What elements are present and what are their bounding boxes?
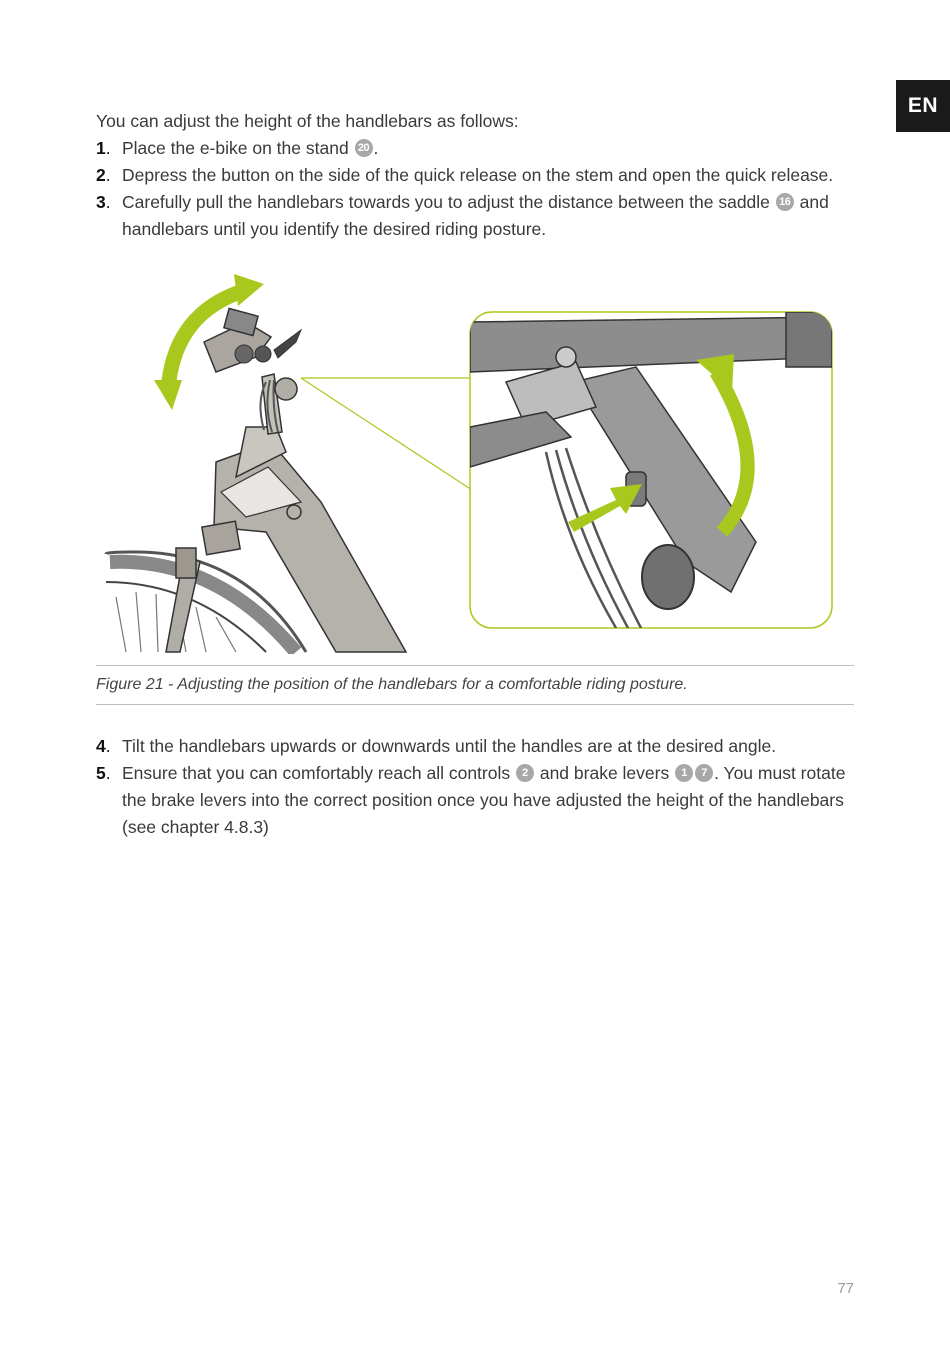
reference-badge: 7 [695, 764, 713, 782]
reference-badge: 1 [675, 764, 693, 782]
intro-text: You can adjust the height of the handlebars as follows: [96, 111, 519, 131]
step-number: 3 . [96, 189, 111, 216]
step-number: 5 . [96, 760, 111, 787]
bike-front-drawing [106, 274, 406, 652]
step-text: Tilt the handlebars upwards or downwards until the handles are at the desired angle. [122, 736, 777, 756]
step-number: 1 . [96, 135, 111, 162]
figure-caption: Figure 21 - Adjusting the position of the handlebars for a comfortable riding posture. [96, 676, 688, 693]
step-5 [96, 760, 856, 841]
step-3 [96, 189, 856, 243]
steps-list-b [96, 733, 856, 841]
step-text: Depress the button on the side of the quick release on the stem and open the quick release. [122, 165, 834, 185]
stem-detail-panel [470, 312, 832, 628]
reference-badge: 16 [776, 193, 794, 211]
step-text-end: . You must rotate the brake levers into the correct position once you have adjusted the height of the handlebars (see chapter 4.8.3) [122, 763, 846, 837]
handlebar-figure [96, 262, 854, 654]
step-text: Ensure that you can comfortably reach all controls [122, 763, 515, 783]
step-2 [96, 162, 856, 189]
reference-badge: 2 [516, 764, 534, 782]
step-text: Place the e-bike on the stand [122, 138, 354, 158]
page-number: 77 [837, 1280, 854, 1297]
step-text-end: and handlebars until you identify the desired riding posture. [122, 192, 829, 239]
reference-badge: 20 [355, 139, 373, 157]
step-text-end: . [373, 138, 379, 158]
language-tab: EN [896, 80, 950, 132]
step-number: 2 . [96, 162, 111, 189]
step-4 [96, 733, 856, 760]
step-1 [96, 135, 856, 162]
step-number: 4 . [96, 733, 111, 760]
handlebar-illustration [96, 262, 854, 654]
step-text-middle: and brake levers [534, 763, 675, 783]
step-text: Carefully pull the handlebars towards you to adjust the distance between the saddle [122, 192, 775, 212]
figure-caption-box [96, 665, 854, 705]
steps-list-a [96, 135, 856, 243]
